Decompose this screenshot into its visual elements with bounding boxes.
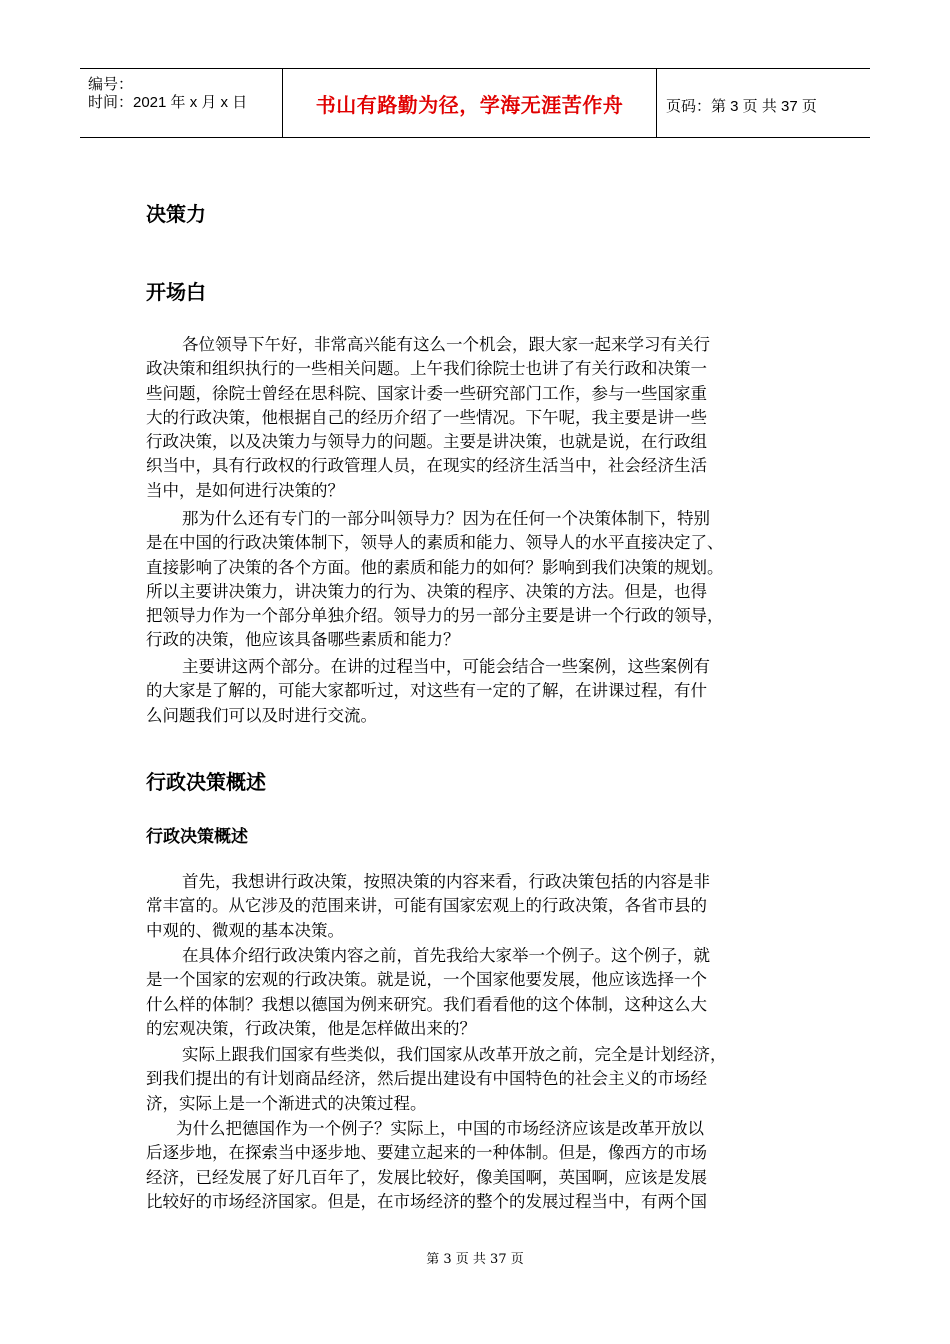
heading-opening: 开场白: [146, 280, 206, 304]
text-line: 常丰富的。从它涉及的范围来讲，可能有国家宏观上的行政决策，各省市县的: [146, 896, 707, 916]
text-line: 政决策和组织执行的一些相关问题。上午我们徐院士也讲了有关行政和决策一: [146, 359, 707, 379]
text-line: 比较好的市场经济国家。但是，在市场经济的整个的发展过程当中，有两个国: [146, 1191, 707, 1211]
text-line: 织当中，具有行政权的行政管理人员，在现实的经济生活当中，社会经济生活: [146, 456, 707, 476]
document-title: 决策力: [146, 202, 206, 226]
text-line: 的大家是了解的，可能大家都听过，对这些有一定的了解，在讲课过程，有什: [146, 681, 707, 701]
paragraph-5: [146, 944, 806, 1041]
serial-label: 编号：: [88, 76, 134, 93]
header-motto-cell: [282, 69, 657, 137]
text-line: 当中，是如何进行决策的？: [146, 480, 344, 500]
text-line: 把领导力作为一个部分单独介绍。领导力的另一部分主要是讲一个行政的领导，: [146, 606, 724, 626]
text-line: 行政决策，以及决策力与领导力的问题。主要是讲决策，也就是说，在行政组: [146, 432, 707, 452]
text-line: 济，实际上是一个渐进式的决策过程。: [146, 1093, 427, 1113]
paragraph-1: [146, 333, 806, 503]
text-line: 经济，已经发展了好几百年了，发展比较好，像美国啊，英国啊，应该是发展: [146, 1167, 707, 1187]
text-line: 各位领导下午好，非常高兴能有这么一个机会，跟大家一起来学习有关行: [182, 335, 710, 354]
text-line: 后逐步地，在探索当中逐步地、要建立起来的一种体制。但是，像西方的市场: [146, 1143, 707, 1163]
text-line: 的宏观决策，行政决策，他是怎样做出来的？: [146, 1018, 476, 1038]
text-line: 所以主要讲决策力，讲决策力的行为、决策的程序、决策的方法。但是，也得: [146, 581, 707, 601]
paragraph-2: [146, 507, 806, 653]
heading-subsection: 行政决策概述: [146, 827, 248, 847]
page-footer: 第 3 页 共 37 页: [426, 1252, 524, 1267]
text-line: 什么样的体制？我想以德国为例来研究。我们看看他的这个体制，这种这么大: [146, 994, 707, 1014]
text-line: 在具体介绍行政决策内容之前，首先我给大家举一个例子。这个例子，就: [182, 946, 710, 965]
header-info-cell: [80, 69, 282, 137]
text-line: 大的行政决策，他根据自己的经历介绍了一些情况。下午呢，我主要是讲一些: [146, 407, 707, 427]
text-line: 为什么把德国作为一个例子？实际上，中国的市场经济应该是改革开放以: [176, 1119, 704, 1138]
text-line: 首先，我想讲行政决策，按照决策的内容来看，行政决策包括的内容是非: [182, 872, 710, 891]
text-line: 中观的、微观的基本决策。: [146, 920, 344, 940]
text-line: 行政的决策，他应该具备哪些素质和能力？: [146, 630, 460, 650]
paragraph-6: [146, 1043, 806, 1116]
page-header: [80, 68, 870, 138]
text-line: 直接影响了决策的各个方面。他的素质和能力的如何？影响到我们决策的规划。: [146, 557, 724, 577]
text-line: 到我们提出的有计划商品经济，然后提出建设有中国特色的社会主义的市场经: [146, 1069, 707, 1089]
paragraph-3: [146, 655, 806, 728]
heading-section: 行政决策概述: [146, 770, 266, 794]
text-line: 实际上跟我们国家有些类似，我们国家从改革开放之前，完全是计划经济，: [182, 1045, 727, 1064]
text-line: 主要讲这两个部分。在讲的过程当中，可能会结合一些案例，这些案例有: [182, 657, 710, 676]
page-number-label: 页码：第 3 页 共 37 页: [666, 98, 817, 115]
text-line: 是一个国家的宏观的行政决策。就是说，一个国家他要发展，他应该选择一个: [146, 970, 707, 990]
paragraph-4: [146, 870, 806, 943]
motto-text: 书山有路勤为径，学海无涯苦作舟: [315, 93, 624, 117]
header-page-cell: [656, 69, 870, 137]
text-line: 是在中国的行政决策体制下，领导人的素质和能力、领导人的水平直接决定了、: [146, 533, 724, 553]
date-label: 时间：2021 年 x 月 x 日: [88, 94, 248, 111]
text-line: 那为什么还有专门的一部分叫领导力？因为在任何一个决策体制下，特别: [182, 509, 710, 528]
text-line: 么问题我们可以及时进行交流。: [146, 705, 377, 725]
text-line: 些问题，徐院士曾经在思科院、国家计委一些研究部门工作，参与一些国家重: [146, 383, 707, 403]
paragraph-7: [146, 1117, 806, 1214]
